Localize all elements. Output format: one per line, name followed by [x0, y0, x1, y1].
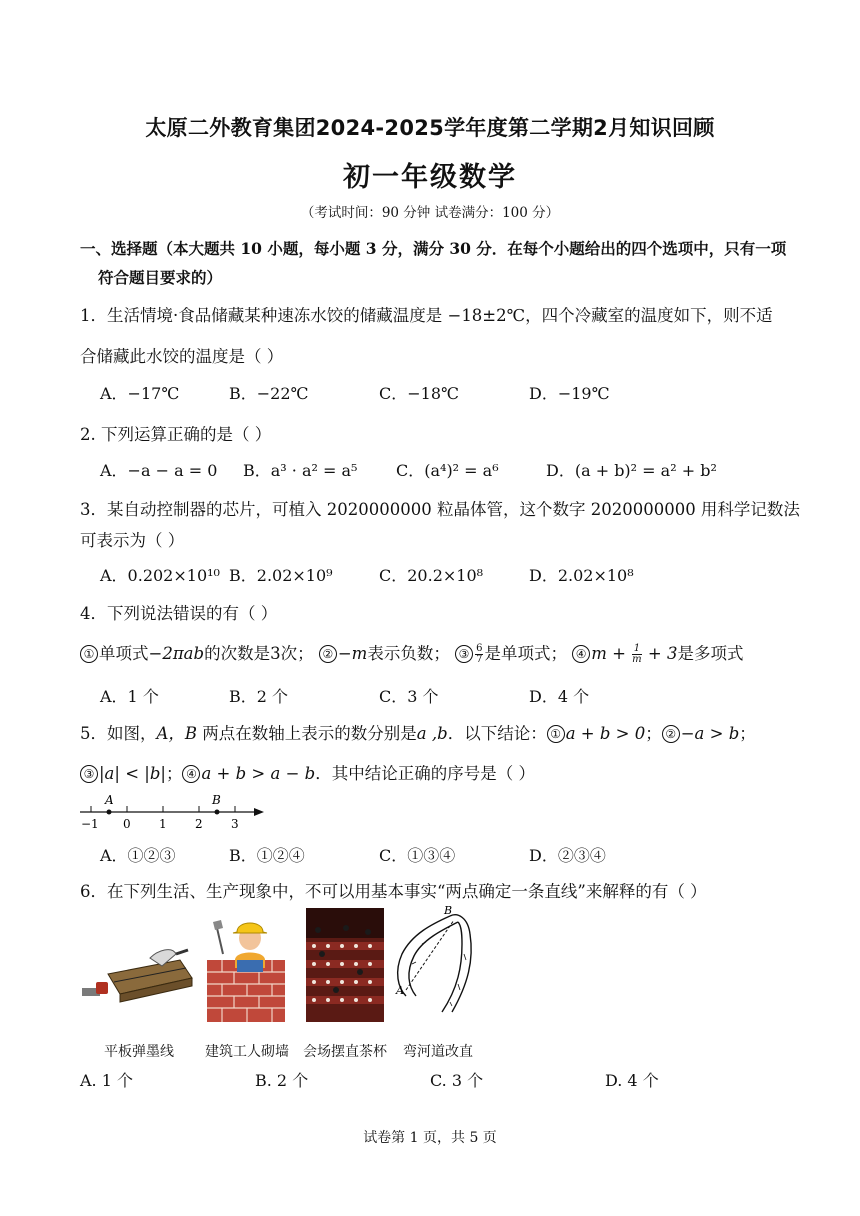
q6-option-c[interactable]: C. 3 个 — [430, 1071, 484, 1090]
circled-2: ② — [319, 645, 337, 663]
q6-option-d[interactable]: D. 4 个 — [605, 1071, 659, 1090]
q5-text-c: 两点在数轴上表示的数分别是 — [197, 724, 417, 743]
q2-option-b[interactable]: B．a³ · a² = a⁵ — [243, 461, 358, 480]
q4-s2-post: 表示负数； — [367, 644, 450, 663]
q5-option-b[interactable]: B．①②④ — [229, 846, 305, 865]
subject-title: 初一年级数学 — [343, 162, 517, 193]
q1-stem-line2: 合储藏此水饺的温度是（ ） — [80, 347, 284, 366]
caption-meeting-hall: 会场摆直茶杯 — [303, 1044, 387, 1060]
number-line — [74, 792, 274, 832]
river-point-a-label: A — [396, 984, 404, 997]
tick-label-2: 2 — [195, 817, 203, 831]
q6-option-b[interactable]: B. 2 个 — [255, 1071, 309, 1090]
q4-option-b[interactable]: B．2 个 — [229, 687, 289, 706]
q2-option-a[interactable]: A．−a − a = 0 — [100, 461, 218, 480]
q5-text-a: 5．如图， — [80, 724, 157, 743]
q4-s3-num: 6 — [476, 643, 483, 654]
q5-text-e: ．以下结论： — [447, 724, 547, 743]
circled-4: ④ — [572, 645, 590, 663]
point-b-dot — [215, 810, 220, 815]
q1-option-c[interactable]: C．−18℃ — [379, 384, 459, 403]
ink-line-board-picture — [80, 944, 195, 1010]
caption-river: 弯河道改直 — [403, 1044, 473, 1060]
q1-stem-line1: 1．生活情境·食品储藏某种速冻水饺的储藏温度是 −18±2℃，四个冷藏室的温度如下，则不适 — [80, 306, 773, 325]
q5-option-a[interactable]: A．①②③ — [100, 846, 176, 865]
page-footer: 试卷第 1 页，共 5 页 — [363, 1130, 497, 1146]
q4-s3-den: 7 — [476, 654, 483, 665]
school-title: 太原二外教育集团2024-2025学年度第二学期2月知识回顾 — [145, 116, 715, 140]
q5-circled-1: ① — [547, 725, 565, 743]
q4-s4-post: 是多项式 — [677, 644, 744, 663]
q5-option-c[interactable]: C．①③④ — [379, 846, 456, 865]
q4-s4-pre: m + — [591, 644, 632, 663]
exam-info: （考试时间：90 分钟 试卷满分：100 分） — [300, 205, 560, 221]
q4-s2-expr: −m — [337, 644, 368, 663]
caption-bricklayer: 建筑工人砌墙 — [205, 1044, 289, 1060]
axis-arrow-icon — [254, 808, 264, 816]
point-a-dot — [107, 810, 112, 815]
q3-stem-line2: 可表示为（ ） — [80, 531, 185, 550]
q4-s1-expr: −2πab — [148, 644, 205, 663]
q4-stem: 4．下列说法错误的有（ ） — [80, 604, 278, 623]
tick-label-3: 3 — [231, 817, 239, 831]
q1-option-b[interactable]: B．−22℃ — [229, 384, 309, 403]
section-heading-line2: 符合题目要求的） — [98, 268, 223, 287]
bricklayer-picture — [207, 920, 287, 1022]
q2-stem: 2. 下列运算正确的是（ ） — [80, 425, 272, 444]
meeting-hall-picture — [306, 908, 384, 1022]
point-a-label: A — [105, 793, 114, 807]
tick-label-neg1: −1 — [81, 817, 99, 831]
q5-vars: a ,b — [416, 724, 448, 743]
q4-option-d[interactable]: D．4 个 — [529, 687, 590, 706]
q4-s3-fraction — [475, 644, 483, 665]
circled-3: ③ — [455, 645, 473, 663]
q3-option-b[interactable]: B．2.02×10⁹ — [229, 566, 333, 585]
tick-label-1: 1 — [159, 817, 167, 831]
q5-circled-2: ② — [662, 725, 680, 743]
river-point-b-label: B — [444, 904, 453, 917]
q5-conclusion-3: |a| < |b| — [99, 764, 166, 783]
q3-option-a[interactable]: A．0.202×10¹⁰ — [100, 566, 220, 585]
q4-s1-post: 的次数是3次； — [204, 644, 314, 663]
q3-option-c[interactable]: C．20.2×10⁸ — [379, 566, 484, 585]
point-b-label: B — [212, 793, 221, 807]
river-straightening-picture — [392, 904, 484, 1022]
q5-option-d[interactable]: D．②③④ — [529, 846, 606, 865]
q5-tail: ．其中结论正确的序号是（ ） — [315, 764, 535, 783]
q5-stem-line2: ③ |a| < |b|； ④ a + b > a − b．其中结论正确的序号是（ ） — [80, 760, 535, 784]
q2-option-d[interactable]: D．(a + b)² = a² + b² — [546, 461, 717, 480]
q5-circled-3: ③ — [80, 765, 98, 783]
circled-1: ① — [80, 645, 98, 663]
q5-points: A，B — [156, 724, 198, 743]
q5-conclusion-2: −a > b — [680, 724, 740, 743]
q1-option-d[interactable]: D．−19℃ — [529, 384, 610, 403]
q4-statements — [80, 640, 743, 665]
caption-ink-line-board: 平板弹墨线 — [104, 1044, 174, 1060]
q4-option-a[interactable]: A．1 个 — [100, 687, 159, 706]
q6-stem: 6．在下列生活、生产现象中，不可以用基本事实“两点确定一条直线”来解释的有（ ） — [80, 882, 707, 901]
q5-circled-4: ④ — [182, 765, 200, 783]
q4-s4-mid: + 3 — [642, 644, 678, 663]
q4-option-c[interactable]: C．3 个 — [379, 687, 439, 706]
q6-option-a[interactable]: A. 1 个 — [80, 1071, 133, 1090]
q5-conclusion-1: a + b > 0 — [565, 724, 646, 743]
q2-option-c[interactable]: C．(a⁴)² = a⁶ — [396, 461, 499, 480]
q5-conclusion-4: a + b > a − b — [201, 764, 316, 783]
q3-option-d[interactable]: D．2.02×10⁸ — [529, 566, 634, 585]
q3-stem-line1: 3．某自动控制器的芯片，可植入 2020000000 粒晶体管，这个数字 2020000000 用科学记数法 — [80, 500, 800, 519]
q4-s4-den: m — [632, 654, 642, 665]
q5-stem-line1: 5．如图，A，B 两点在数轴上表示的数分别是a ,b．以下结论： ① a + b > 0； ② −a > b； — [80, 724, 756, 743]
q4-s4-num: 1 — [633, 643, 641, 654]
q4-s4-fraction — [632, 644, 641, 665]
q4-s3-post: 是单项式； — [484, 644, 567, 663]
tick-label-0: 0 — [123, 817, 131, 831]
q1-option-a[interactable]: A．−17℃ — [100, 384, 180, 403]
q4-s1-pre: 单项式 — [99, 644, 149, 663]
section-heading-line1: 一、选择题（本大题共 10 小题，每小题 3 分，满分 30 分．在每个小题给出的四个选项中，只有一项 — [80, 239, 787, 258]
